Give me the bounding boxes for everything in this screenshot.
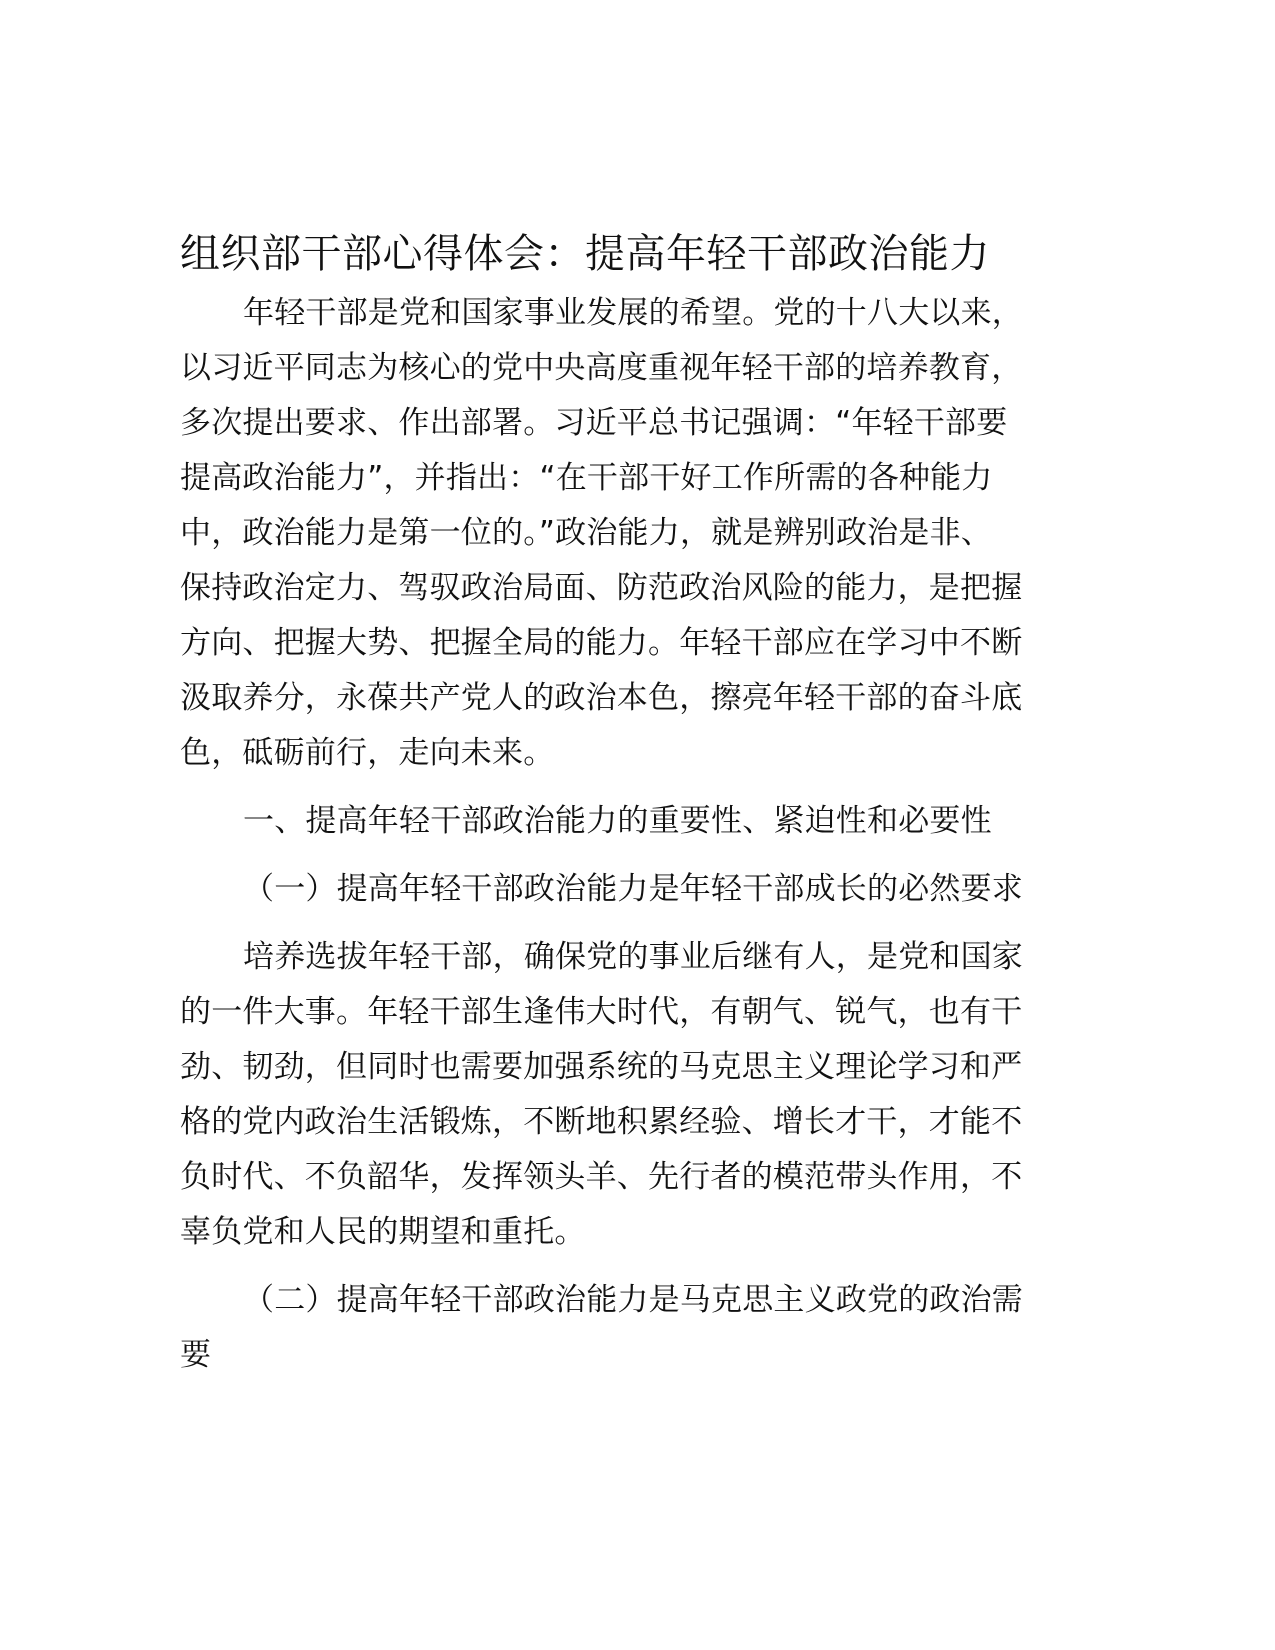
body-line: 格的党内政治生活锻炼，不断地积累经验、增长才干，才能不	[180, 1104, 1023, 1140]
body-line: 保持政治定力、驾驭政治局面、防范政治风险的能力，是把握	[180, 570, 1023, 606]
subsection-heading: （一）提高年轻干部政治能力是年轻干部成长的必然要求	[243, 871, 1023, 907]
body-line: 中，政治能力是第一位的。”政治能力，就是辨别政治是非、	[180, 515, 992, 551]
body-line: 劲、韧劲，但同时也需要加强系统的马克思主义理论学习和严	[180, 1049, 1023, 1085]
body-line: 多次提出要求、作出部署。习近平总书记强调：“年轻干部要	[180, 405, 1008, 441]
body-line: 以习近平同志为核心的党中央高度重视年轻干部的培养教育，	[180, 350, 1023, 386]
body-line: 色，砥砺前行，走向未来。	[180, 735, 555, 771]
section-heading: 一、提高年轻干部政治能力的重要性、紧迫性和必要性	[243, 803, 992, 839]
body-line: 的一件大事。年轻干部生逢伟大时代，有朝气、锐气，也有干	[180, 994, 1023, 1030]
subsection-heading-continued: 要	[180, 1337, 212, 1373]
body-line: 培养选拔年轻干部，确保党的事业后继有人，是党和国家	[243, 939, 1023, 975]
subsection-heading: （二）提高年轻干部政治能力是马克思主义政党的政治需	[243, 1282, 1023, 1318]
body-line: 提高政治能力”，并指出：“在干部干好工作所需的各种能力	[180, 460, 993, 496]
body-line: 负时代、不负韶华，发挥领头羊、先行者的模范带头作用，不	[180, 1159, 1023, 1195]
body-line: 汲取养分，永葆共产党人的政治本色，擦亮年轻干部的奋斗底	[180, 680, 1023, 716]
body-line: 辜负党和人民的期望和重托。	[180, 1214, 586, 1250]
body-line: 方向、把握大势、把握全局的能力。年轻干部应在学习中不断	[180, 625, 1023, 661]
document-title: 组织部干部心得体会：提高年轻干部政治能力	[180, 231, 990, 277]
body-line: 年轻干部是党和国家事业发展的希望。党的十八大以来，	[243, 295, 1023, 331]
